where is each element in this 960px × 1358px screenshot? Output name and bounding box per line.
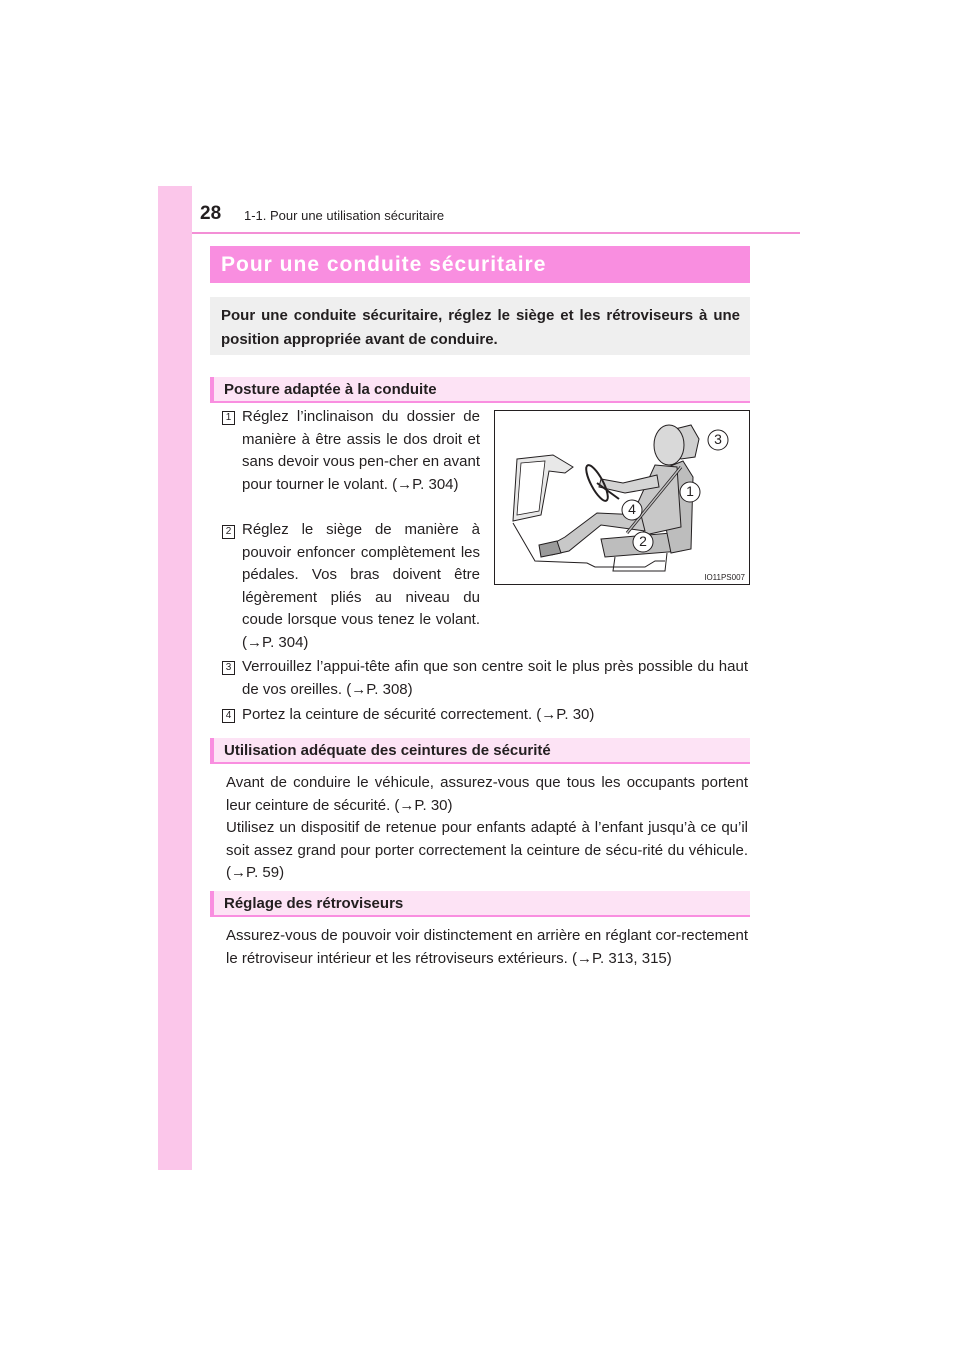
- page-number: 28: [200, 203, 222, 224]
- step-number-4: 4: [222, 709, 235, 723]
- callout-2: 2: [639, 533, 647, 549]
- step-text-1: Réglez l’inclinaison du dossier de manière à être assis le dos droit et sans devoir vous pen-cher en avant pour tourner le volant. (→P. 304): [242, 408, 480, 493]
- intro-box: [210, 297, 750, 355]
- side-tab-strip: [158, 186, 192, 1170]
- step-number-3: 3: [222, 661, 235, 675]
- callout-4: 4: [628, 501, 636, 517]
- step-text-2: Réglez le siège de manière à pouvoir enfoncer complètement les pédales. Vos bras doivent être légèrement pliés au niveau du coude lorsque vous tenez le volant. (→P. 304): [242, 521, 480, 651]
- subhead-mirrors: [210, 891, 750, 917]
- driving-posture-figure: [494, 410, 750, 585]
- mirrors-paragraph: Assurez-vous de pouvoir voir distinctement en arrière en réglant cor-rectement le rétroviseur intérieur et les rétroviseurs extérieurs. (→P. 313, 315): [226, 927, 748, 967]
- callout-3: 3: [714, 431, 722, 447]
- subhead-posture-label: Posture adaptée à la conduite: [224, 381, 437, 398]
- section-title: Pour une conduite sécuritaire: [210, 246, 750, 283]
- subhead-seatbelts-label: Utilisation adéquate des ceintures de sécurité: [224, 742, 551, 759]
- seatbelts-paragraph-1: Avant de conduire le véhicule, assurez-vous que tous les occupants portent leur ceinture de sécurité. (→P. 30): [226, 774, 748, 814]
- step-number-1: 1: [222, 411, 235, 425]
- subhead-posture: [210, 377, 750, 403]
- subhead-mirrors-label: Réglage des rétroviseurs: [224, 895, 404, 912]
- header-rule: [192, 232, 800, 234]
- step-text-4: Portez la ceinture de sécurité correctement. (→P. 30): [242, 706, 595, 723]
- callout-1: 1: [686, 483, 694, 499]
- seatbelts-paragraph-2: Utilisez un dispositif de retenue pour enfants adapté à l’enfant jusqu’à ce qu’il soit assez grand pour porter correctement la ceinture de sécu-rité du véhicule. (→P. 59): [226, 819, 748, 881]
- intro-text: Pour une conduite sécuritaire, réglez le siège et les rétroviseurs à une position appropriée avant de conduire.: [221, 307, 740, 348]
- step-text-3: Verrouillez l’appui-tête afin que son centre soit le plus près possible du haut de vos oreilles. (→P. 308): [242, 658, 748, 698]
- running-header: 1-1. Pour une utilisation sécuritaire: [244, 208, 445, 223]
- figure-code: IO11PS007: [704, 573, 745, 582]
- step-number-2: 2: [222, 525, 235, 539]
- subhead-seatbelts: [210, 738, 750, 764]
